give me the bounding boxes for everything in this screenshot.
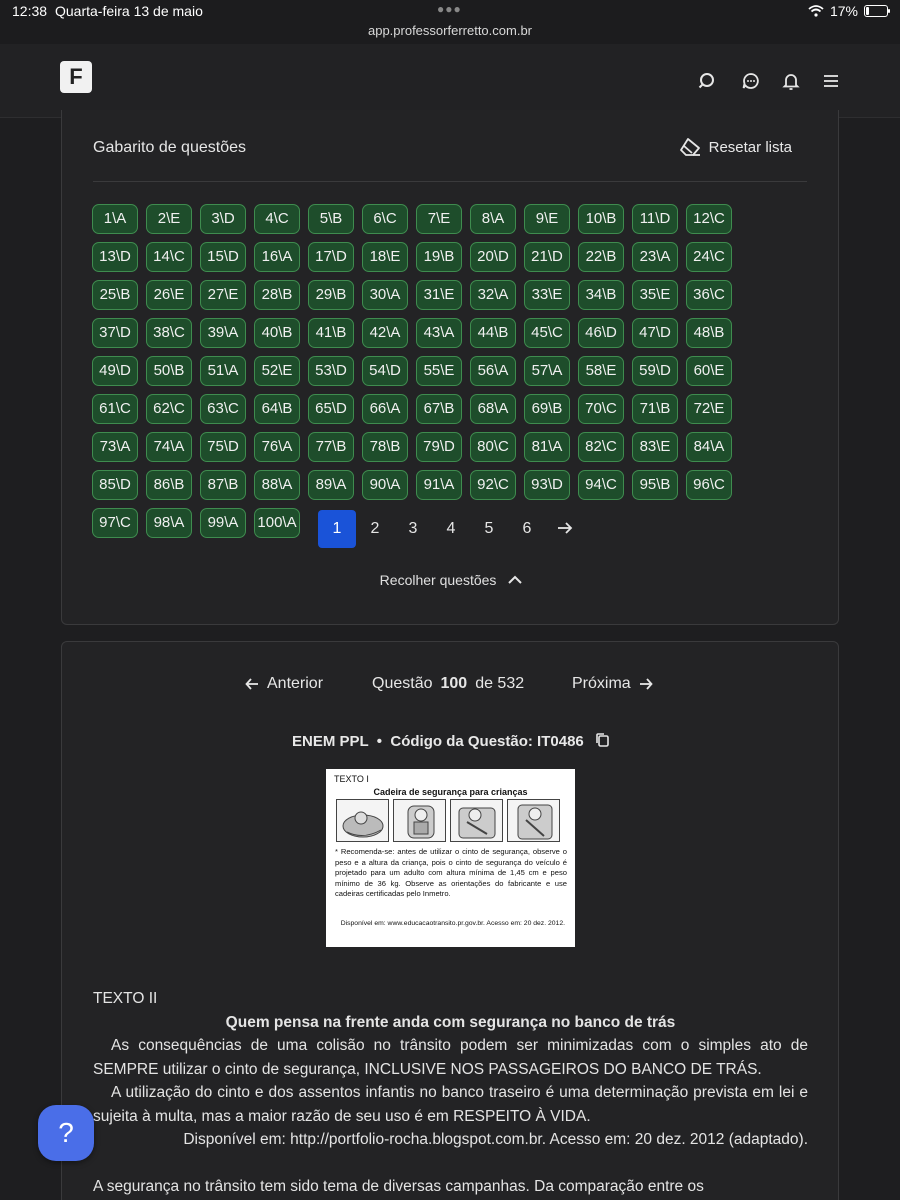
answer-chip[interactable]: 95\B (632, 470, 678, 500)
bullet-separator: • (372, 733, 387, 750)
answer-chip[interactable]: 83\E (632, 432, 678, 462)
figure-source: Disponível em: www.educacaotransito.pr.gov.br. Acesso em: 20 dez. 2012. (340, 920, 565, 927)
answer-chip[interactable]: 26\E (146, 280, 192, 310)
figure-text: * Recomenda-se: antes de utilizar o cinto de segurança, observe o peso e a altura da criança, pois o cinto de segurança do veículo é projetado para um adulto com altura mínima de 1,45 cm e peso mínimo de 36 kg. Observe as orientações do fabricante e use cadeiras certificadas pelo Inmetro. (335, 847, 567, 898)
answer-chip[interactable]: 17\D (308, 242, 354, 272)
divider (93, 181, 807, 182)
menu-icon[interactable] (821, 71, 841, 91)
answer-chip[interactable]: 91\A (416, 470, 462, 500)
counter-prefix: Questão (372, 675, 433, 692)
answer-chip[interactable]: 69\B (524, 394, 570, 424)
answer-chip[interactable]: 92\C (470, 470, 516, 500)
answer-chip[interactable]: 77\B (308, 432, 354, 462)
page-1-button[interactable]: 1 (318, 510, 356, 548)
question-figure (326, 769, 575, 947)
answer-chip[interactable]: 13\D (92, 242, 138, 272)
answer-chip[interactable]: 74\A (146, 432, 192, 462)
answer-chip[interactable]: 33\E (524, 280, 570, 310)
reset-list-label: Resetar lista (708, 138, 792, 156)
answer-chip[interactable]: 34\B (578, 280, 624, 310)
help-button[interactable]: ? (38, 1105, 94, 1161)
answer-chip[interactable]: 43\A (416, 318, 462, 348)
previous-button[interactable] (245, 675, 323, 693)
question-number: 100 (440, 675, 468, 692)
page-3-button[interactable]: 3 (408, 520, 418, 537)
answer-chip[interactable]: 8\A (470, 204, 516, 234)
answer-chip[interactable]: 48\B (686, 318, 732, 348)
answer-chip[interactable]: 75\D (200, 432, 246, 462)
answer-chip[interactable]: 28\B (254, 280, 300, 310)
answer-chip[interactable]: 85\D (92, 470, 138, 500)
text-ii-label: TEXTO II (93, 990, 158, 1007)
seatbelt-child-illustration (507, 799, 560, 842)
figure-illustrations (336, 799, 560, 842)
exam-name: ENEM PPL (292, 733, 369, 750)
question-statement: A segurança no trânsito tem sido tema de diversas campanhas. Da comparação entre os (93, 1178, 704, 1195)
eraser-icon (679, 137, 701, 157)
answer-chip[interactable]: 57\A (524, 356, 570, 386)
answer-chip[interactable]: 82\C (578, 432, 624, 462)
answer-key-title: Gabarito de questões (93, 139, 246, 156)
question-meta (62, 732, 840, 750)
answer-chip[interactable]: 27\E (200, 280, 246, 310)
answer-chip[interactable]: 81\A (524, 432, 570, 462)
answer-chip[interactable]: 12\C (686, 204, 732, 234)
answer-chip[interactable]: 25\B (92, 280, 138, 310)
answer-chip[interactable]: 58\E (578, 356, 624, 386)
figure-label: TEXTO I (334, 774, 369, 784)
answer-chip[interactable]: 9\E (524, 204, 570, 234)
answer-chip[interactable]: 19\B (416, 242, 462, 272)
answer-chip[interactable]: 30\A (362, 280, 408, 310)
answer-chip[interactable]: 80\C (470, 432, 516, 462)
figure-title: Cadeira de segurança para crianças (373, 787, 528, 797)
answer-chip[interactable]: 41\B (308, 318, 354, 348)
answer-chip[interactable]: 65\D (308, 394, 354, 424)
answer-chip[interactable]: 78\B (362, 432, 408, 462)
answer-chip[interactable]: 1\A (92, 204, 138, 234)
page-4-button[interactable]: 4 (446, 520, 456, 537)
answer-chip[interactable]: 5\B (308, 204, 354, 234)
answer-chip[interactable]: 70\C (578, 394, 624, 424)
answer-chip[interactable]: 56\A (470, 356, 516, 386)
wifi-icon (808, 5, 824, 17)
answer-chip[interactable]: 20\D (470, 242, 516, 272)
page-5-button[interactable]: 5 (484, 520, 494, 537)
question-code: Código da Questão: IT0486 (390, 733, 584, 750)
answer-chip[interactable]: 44\B (470, 318, 516, 348)
arrow-right-icon (639, 678, 653, 690)
answer-chip[interactable]: 64\B (254, 394, 300, 424)
text-ii-paragraph-1: As consequências de uma colisão no trânsito podem ser minimizadas com o simples ato de SEMPRE utilizar o cinto de segurança, INCLUSIVE NOS PASSAGEIROS DO BANCO DE TRÁS. (93, 1037, 808, 1078)
status-date: Quarta-feira 13 de maio (55, 3, 203, 19)
counter-suffix: de 532 (475, 675, 525, 692)
answer-chip[interactable]: 98\A (146, 508, 192, 538)
reset-list-button[interactable] (679, 137, 792, 157)
answer-chip[interactable]: 53\D (308, 356, 354, 386)
answer-chip[interactable]: 35\E (632, 280, 678, 310)
logo[interactable]: F (60, 61, 92, 93)
answer-chip[interactable]: 59\D (632, 356, 678, 386)
answer-chip[interactable]: 42\A (362, 318, 408, 348)
next-button[interactable] (572, 675, 653, 693)
answer-chip[interactable]: 93\D (524, 470, 570, 500)
pagination (318, 510, 584, 548)
copy-icon[interactable] (594, 732, 610, 748)
answer-chip[interactable]: 16\A (254, 242, 300, 272)
answer-chip[interactable]: 76\A (254, 432, 300, 462)
answer-chip[interactable]: 51\A (200, 356, 246, 386)
answer-chip[interactable]: 73\A (92, 432, 138, 462)
chevron-up-icon (508, 575, 522, 585)
text-ii-title: Quem pensa na frente anda com segurança no banco de trás (225, 1014, 676, 1031)
answer-chip[interactable]: 100\A (254, 508, 300, 538)
battery-level (866, 7, 869, 15)
text-ii-source: Disponível em: http://portfolio-rocha.blogspot.com.br. Acesso em: 20 dez. 2012 (adaptado). (183, 1131, 808, 1148)
answer-chip[interactable]: 2\E (146, 204, 192, 234)
answer-chip[interactable]: 99\A (200, 508, 246, 538)
answer-chip[interactable]: 3\D (200, 204, 246, 234)
toddler-seat-illustration (393, 799, 446, 842)
answer-chip[interactable]: 61\C (92, 394, 138, 424)
answer-chip[interactable]: 71\B (632, 394, 678, 424)
answer-chip[interactable]: 72\E (686, 394, 732, 424)
battery-percent: 17% (829, 3, 858, 19)
answer-chip[interactable]: 23\A (632, 242, 678, 272)
answer-chip[interactable]: 40\B (254, 318, 300, 348)
answer-chip[interactable]: 45\C (524, 318, 570, 348)
app-header (0, 44, 900, 118)
bell-icon[interactable] (781, 71, 801, 91)
answer-chip[interactable]: 36\C (686, 280, 732, 310)
answer-chip[interactable]: 4\C (254, 204, 300, 234)
answer-chip[interactable]: 21\D (524, 242, 570, 272)
search-icon[interactable] (697, 71, 717, 91)
status-bar (0, 0, 900, 44)
answer-chip[interactable]: 22\B (578, 242, 624, 272)
answer-chip[interactable]: 50\B (146, 356, 192, 386)
answer-chip[interactable]: 32\A (470, 280, 516, 310)
answer-chip[interactable]: 38\C (146, 318, 192, 348)
answer-chip[interactable]: 46\D (578, 318, 624, 348)
answer-chip[interactable]: 60\E (686, 356, 732, 386)
chat-icon[interactable] (741, 71, 761, 91)
answer-chip[interactable]: 67\B (416, 394, 462, 424)
answer-chip[interactable]: 18\E (362, 242, 408, 272)
answer-chip[interactable]: 55\E (416, 356, 462, 386)
answer-chip[interactable]: 54\D (362, 356, 408, 386)
answer-chip[interactable]: 63\C (200, 394, 246, 424)
answer-key-panel (61, 110, 839, 625)
answer-chip[interactable]: 84\A (686, 432, 732, 462)
status-right (808, 3, 888, 19)
answer-chip[interactable]: 29\B (308, 280, 354, 310)
answer-chip[interactable]: 68\A (470, 394, 516, 424)
address-bar-url[interactable]: app.professorferretto.com.br (367, 23, 533, 38)
answer-chip[interactable]: 88\A (254, 470, 300, 500)
answer-chip[interactable]: 66\A (362, 394, 408, 424)
text-ii-paragraph-2: A utilização do cinto e dos assentos infantis no banco traseiro é uma determinação prevista em lei e sujeita à multa, mas a maior razão de seu uso é em RESPEITO À VIDA. (93, 1084, 808, 1125)
battery-icon (864, 5, 888, 17)
answer-chip[interactable]: 89\A (308, 470, 354, 500)
answer-chip[interactable]: 24\C (686, 242, 732, 272)
answer-chip[interactable]: 97\C (92, 508, 138, 538)
answer-chip[interactable]: 37\D (92, 318, 138, 348)
answer-chip[interactable]: 86\B (146, 470, 192, 500)
answer-chip[interactable]: 14\C (146, 242, 192, 272)
answer-chip[interactable]: 11\D (632, 204, 678, 234)
answer-chip[interactable]: 47\D (632, 318, 678, 348)
question-panel (61, 641, 839, 1200)
answer-chip[interactable]: 7\E (416, 204, 462, 234)
answer-chip[interactable]: 6\C (362, 204, 408, 234)
answer-chip[interactable]: 94\C (578, 470, 624, 500)
page-2-button[interactable]: 2 (370, 520, 380, 537)
answer-chip[interactable]: 31\E (416, 280, 462, 310)
arrow-left-icon (245, 678, 259, 690)
answer-chip[interactable]: 39\A (200, 318, 246, 348)
next-page-button[interactable] (546, 510, 584, 548)
collapse-questions-button[interactable] (62, 572, 840, 588)
multitask-dots-icon[interactable]: ●●● (437, 2, 462, 16)
answer-chip[interactable]: 62\C (146, 394, 192, 424)
question-counter (372, 675, 524, 693)
answer-chip[interactable]: 87\B (200, 470, 246, 500)
booster-seat-illustration (450, 799, 503, 842)
answer-chip[interactable]: 52\E (254, 356, 300, 386)
next-label: Próxima (572, 675, 631, 692)
answer-chip[interactable]: 96\C (686, 470, 732, 500)
answer-chip[interactable]: 79\D (416, 432, 462, 462)
answer-chip[interactable]: 15\D (200, 242, 246, 272)
arrow-right-icon (557, 522, 573, 534)
infant-seat-illustration (336, 799, 389, 842)
answer-chip[interactable]: 49\D (92, 356, 138, 386)
previous-label: Anterior (267, 675, 324, 692)
answer-chip[interactable]: 90\A (362, 470, 408, 500)
answer-chip[interactable]: 10\B (578, 204, 624, 234)
page-6-button[interactable]: 6 (522, 520, 532, 537)
answer-grid (92, 204, 782, 538)
status-time: 12:38 (12, 3, 48, 19)
collapse-questions-label: Recolher questões (379, 572, 497, 588)
